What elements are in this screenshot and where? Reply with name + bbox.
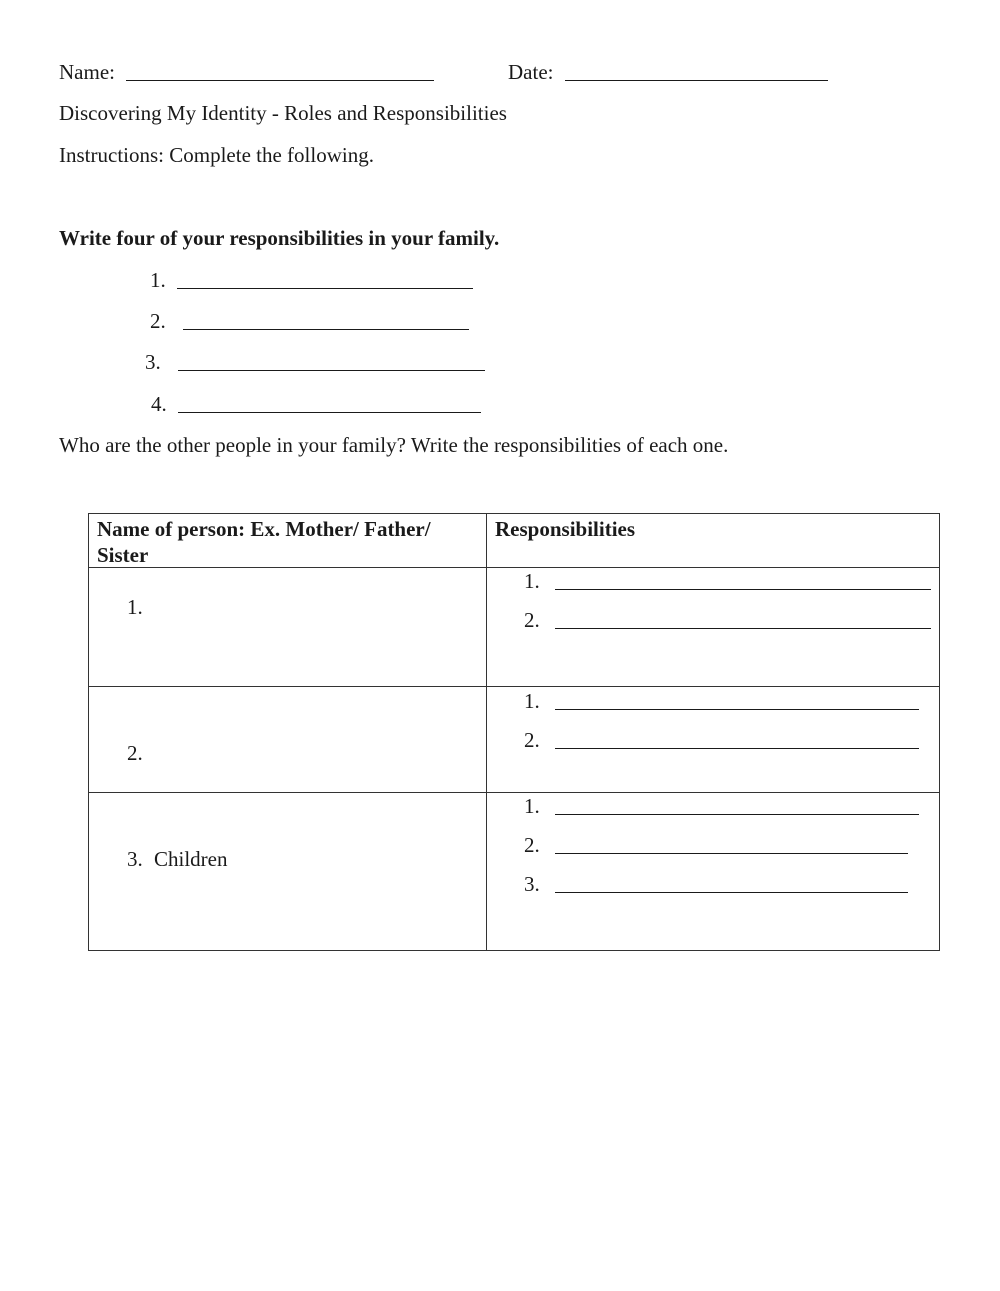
- table-header-person-line2: Sister: [97, 543, 149, 567]
- responsibility-number: 1.: [524, 689, 540, 713]
- list-item: [150, 270, 473, 291]
- list-item-number: 2.: [150, 309, 166, 333]
- name-label: Name:: [59, 60, 115, 84]
- list-item-number: 4.: [151, 392, 167, 416]
- responsibility-blank[interactable]: [555, 891, 908, 893]
- table-row-responsibility: [524, 568, 931, 594]
- responsibility-blank-1[interactable]: [177, 287, 473, 289]
- name-field: [59, 62, 434, 83]
- date-label: Date:: [508, 60, 554, 84]
- list-item: [151, 394, 481, 415]
- responsibility-blank[interactable]: [555, 627, 931, 629]
- date-field: [508, 62, 828, 83]
- responsibility-blank-3[interactable]: [178, 369, 485, 371]
- responsibility-blank[interactable]: [555, 708, 919, 710]
- responsibility-blank[interactable]: [555, 747, 919, 749]
- responsibility-blank[interactable]: [555, 852, 908, 854]
- table-row-person: [127, 846, 228, 872]
- table-header-person: [97, 516, 431, 568]
- worksheet-title: Discovering My Identity - Roles and Responsibilities: [59, 101, 507, 125]
- person-name: Children: [154, 847, 228, 871]
- table-row-responsibility: [524, 607, 931, 633]
- responsibility-number: 2.: [524, 728, 540, 752]
- table-row-person: [127, 740, 143, 766]
- table-row-person: [127, 594, 143, 620]
- person-number: 2.: [127, 741, 143, 765]
- date-blank[interactable]: [565, 79, 828, 81]
- table-row-responsibility: [524, 793, 919, 819]
- list-item: [145, 352, 485, 373]
- table-row-responsibility: [524, 832, 908, 858]
- table-header-person-line1: Name of person: Ex. Mother/ Father/: [97, 517, 431, 541]
- table-header-responsibilities: Responsibilities: [495, 517, 636, 541]
- table-row-responsibility: [524, 871, 908, 897]
- table-column-divider: [486, 514, 487, 950]
- table-row-divider: [89, 686, 939, 687]
- responsibility-number: 1.: [524, 569, 540, 593]
- instructions: Instructions: Complete the following.: [59, 143, 374, 167]
- list-item-number: 3.: [145, 350, 161, 374]
- section2-prompt: Who are the other people in your family? Write the responsibilities of each one.: [59, 433, 729, 457]
- responsibility-blank[interactable]: [555, 588, 931, 590]
- responsibility-number: 3.: [524, 872, 540, 896]
- person-number: 3.: [127, 847, 143, 871]
- responsibility-number: 1.: [524, 794, 540, 818]
- responsibility-number: 2.: [524, 608, 540, 632]
- section1-prompt: Write four of your responsibilities in your family.: [59, 226, 500, 250]
- responsibility-blank-2[interactable]: [183, 328, 469, 330]
- responsibility-blank-4[interactable]: [178, 411, 481, 413]
- list-item-number: 1.: [150, 268, 166, 292]
- responsibility-blank[interactable]: [555, 813, 919, 815]
- person-number: 1.: [127, 595, 143, 619]
- responsibility-number: 2.: [524, 833, 540, 857]
- family-responsibilities-table: [88, 513, 940, 951]
- table-row-responsibility: [524, 688, 919, 714]
- list-item: [150, 311, 469, 332]
- name-blank[interactable]: [126, 79, 434, 81]
- table-row-responsibility: [524, 727, 919, 753]
